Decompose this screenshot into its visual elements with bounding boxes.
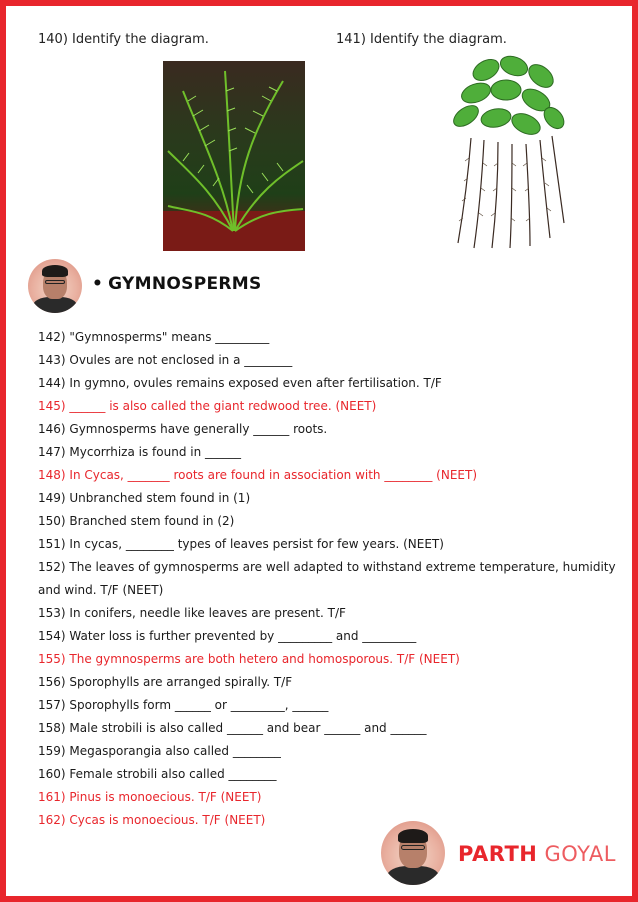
fern-diagram bbox=[446, 48, 571, 253]
question-item: 145) ______ is also called the giant redwood tree. (NEET) bbox=[38, 399, 377, 413]
question-item: 152) The leaves of gymnosperms are well adapted to withstand extreme temperature, humidity and wind. T/F (NEET) bbox=[38, 560, 616, 597]
question-item: 153) In conifers, needle like leaves are present. T/F bbox=[38, 606, 346, 620]
question-item: 142) "Gymnosperms" means _________ bbox=[38, 330, 270, 344]
question-item: 161) Pinus is monoecious. T/F (NEET) bbox=[38, 790, 262, 804]
question-item: 143) Ovules are not enclosed in a ________ bbox=[38, 353, 293, 367]
question-item: 160) Female strobili also called ________ bbox=[38, 767, 277, 781]
question-item: 149) Unbranched stem found in (1) bbox=[38, 491, 251, 505]
question-item: 159) Megasporangia also called ________ bbox=[38, 744, 281, 758]
question-item: 157) Sporophylls form ______ or _________, ______ bbox=[38, 698, 329, 712]
question-item: 156) Sporophylls are arranged spirally. T/F bbox=[38, 675, 293, 689]
question-item: 154) Water loss is further prevented by _________ and _________ bbox=[38, 629, 417, 643]
fern-photo bbox=[163, 61, 305, 251]
question-item: 155) The gymnosperms are both hetero and homosporous. T/F (NEET) bbox=[38, 652, 460, 666]
question-141: 141) Identify the diagram. bbox=[336, 32, 507, 47]
question-item: 147) Mycorrhiza is found in ______ bbox=[38, 445, 242, 459]
author-avatar bbox=[28, 259, 82, 313]
brand-first-name: PARTH bbox=[458, 842, 538, 866]
question-item: 146) Gymnosperms have generally ______ roots. bbox=[38, 422, 328, 436]
question-item: 150) Branched stem found in (2) bbox=[38, 514, 235, 528]
brand-avatar bbox=[381, 821, 445, 885]
question-item: 148) In Cycas, _______ roots are found in association with ________ (NEET) bbox=[38, 468, 478, 482]
brand-name bbox=[458, 842, 616, 866]
question-item: 162) Cycas is monoecious. T/F (NEET) bbox=[38, 813, 266, 827]
brand-last-name: GOYAL bbox=[544, 842, 616, 866]
question-140: 140) Identify the diagram. bbox=[38, 32, 209, 47]
question-item: 144) In gymno, ovules remains exposed even after fertilisation. T/F bbox=[38, 376, 442, 390]
heading-title: GYMNOSPERMS bbox=[108, 274, 262, 294]
heading-bullet: • bbox=[92, 274, 104, 294]
question-item: 158) Male strobili is also called ______ and bear ______ and ______ bbox=[38, 721, 427, 735]
section-heading bbox=[92, 274, 262, 294]
question-list bbox=[38, 326, 618, 832]
question-item: 151) In cycas, ________ types of leaves persist for few years. (NEET) bbox=[38, 537, 444, 551]
